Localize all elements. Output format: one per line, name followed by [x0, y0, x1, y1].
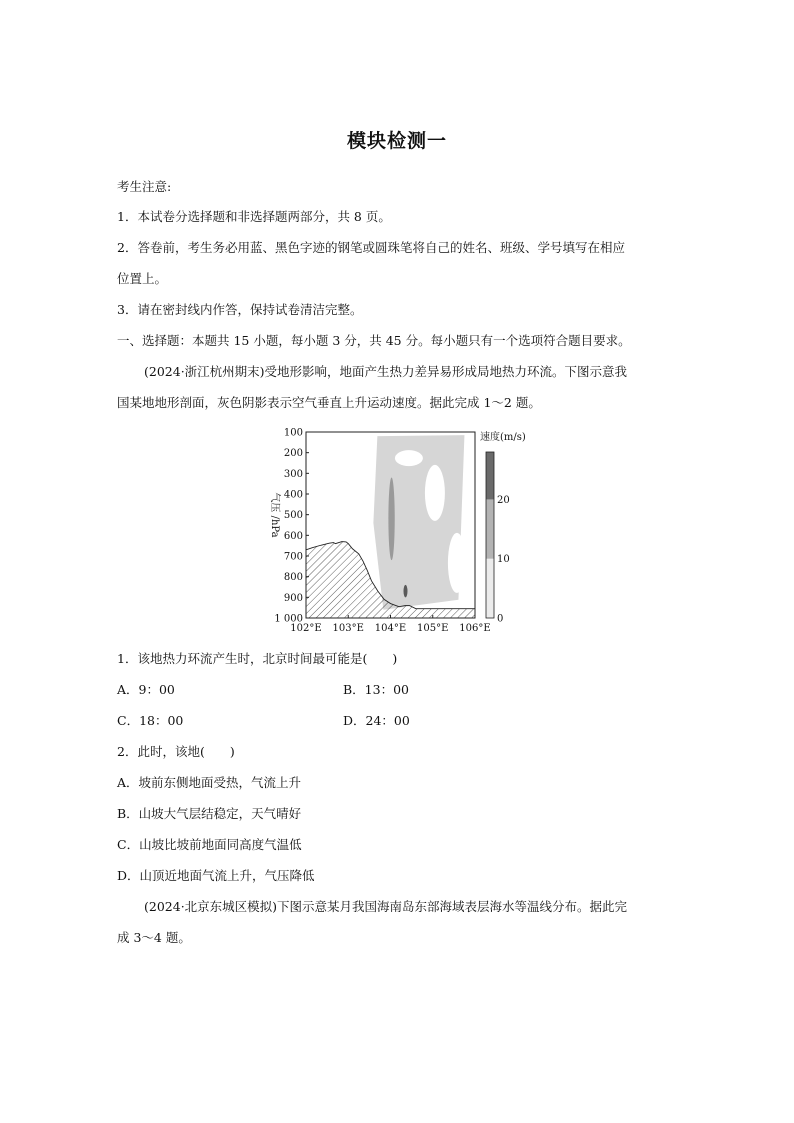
uplift-zone-medium: [388, 477, 394, 560]
legend: [480, 430, 526, 625]
y-tick-label: 400: [283, 489, 303, 501]
y-tick-label: 900: [283, 592, 303, 604]
page-title: 模块检测一: [346, 130, 447, 152]
question-2-option-b[interactable]: B．山坡大气层结稳定，天气晴好: [117, 806, 302, 821]
uplift-zone-dark: [403, 585, 407, 597]
y-axis-label: 气压 /hPa: [269, 492, 280, 538]
y-tick-label: 500: [283, 510, 303, 522]
notice-item-2-cont: 位置上。: [117, 271, 168, 286]
question-2-option-d[interactable]: D．山顶近地面气流上升，气压降低: [117, 868, 315, 883]
y-tick-label: 300: [283, 468, 303, 480]
question-1-option-a[interactable]: A．9：00: [117, 682, 175, 697]
legend-tick-label: 10: [497, 554, 510, 566]
legend-band-mid: [486, 499, 494, 558]
uplift-gap: [425, 465, 445, 521]
x-tick-label: 102°E: [290, 623, 322, 634]
y-tick-label: 200: [283, 448, 303, 460]
notice-item-2: 2．答卷前，考生务必用蓝、黑色字迹的钢笔或圆珠笔将自己的姓名、班级、学号填写在相应: [117, 240, 625, 255]
uplift-gap: [448, 533, 466, 593]
y-tick-label: 600: [283, 530, 303, 542]
passage2-line2: 成 3～4 题。: [117, 930, 191, 945]
question-2-option-c[interactable]: C．山坡比坡前地面同高度气温低: [117, 837, 302, 852]
plot-area: [306, 432, 475, 618]
uplift-gap: [395, 450, 423, 466]
passage2-line1: (2024·北京东城区模拟)下图示意某月我国海南岛东部海域表层海水等温线分布。据此完: [144, 899, 628, 914]
notice-heading: 考生注意:: [117, 179, 172, 194]
x-tick-label: 104°E: [374, 623, 407, 634]
question-1-stem: 1．该地热力环流产生时，北京时间最可能是( ): [117, 651, 398, 666]
notice-item-3: 3．请在密封线内作答，保持试卷清洁完整。: [117, 302, 363, 317]
legend-tick-label: 20: [497, 494, 510, 506]
question-1-option-d[interactable]: D．24：00: [343, 713, 410, 728]
notice-item-1: 1．本试卷分选择题和非选择题两部分，共 8 页。: [117, 209, 391, 224]
y-tick-label: 1 000: [274, 613, 303, 625]
legend-title: 速度(m/s): [480, 432, 526, 443]
y-tick-label: 800: [283, 572, 303, 584]
terrain-uplift-chart: [250, 422, 526, 640]
y-tick-label: 100: [283, 427, 303, 439]
legend-band-low: [486, 559, 494, 618]
passage1-line2: 国某地地形剖面，灰色阴影表示空气垂直上升运动速度。据此完成 1～2 题。: [117, 395, 541, 410]
x-tick-label: 105°E: [417, 623, 449, 634]
chart-svg: [250, 422, 526, 640]
section-header: 一、选择题：本题共 15 小题，每小题 3 分，共 45 分。每小题只有一个选项符合题目要求。: [117, 333, 631, 348]
x-tick-label: 106°E: [459, 623, 491, 634]
question-1-option-b[interactable]: B．13：00: [343, 682, 409, 697]
legend-band-high: [486, 452, 494, 499]
question-1-option-c[interactable]: C．18：00: [117, 713, 184, 728]
passage1-line1: (2024·浙江杭州期末)受地形影响，地面产生热力差异易形成局地热力环流。下图示意我: [144, 364, 628, 379]
legend-tick-label: 0: [497, 613, 504, 625]
x-tick-label: 103°E: [332, 623, 364, 634]
question-2-stem: 2．此时，该地( ): [117, 744, 235, 759]
y-tick-label: 700: [283, 551, 303, 563]
question-2-option-a[interactable]: A．坡前东侧地面受热，气流上升: [117, 775, 302, 790]
